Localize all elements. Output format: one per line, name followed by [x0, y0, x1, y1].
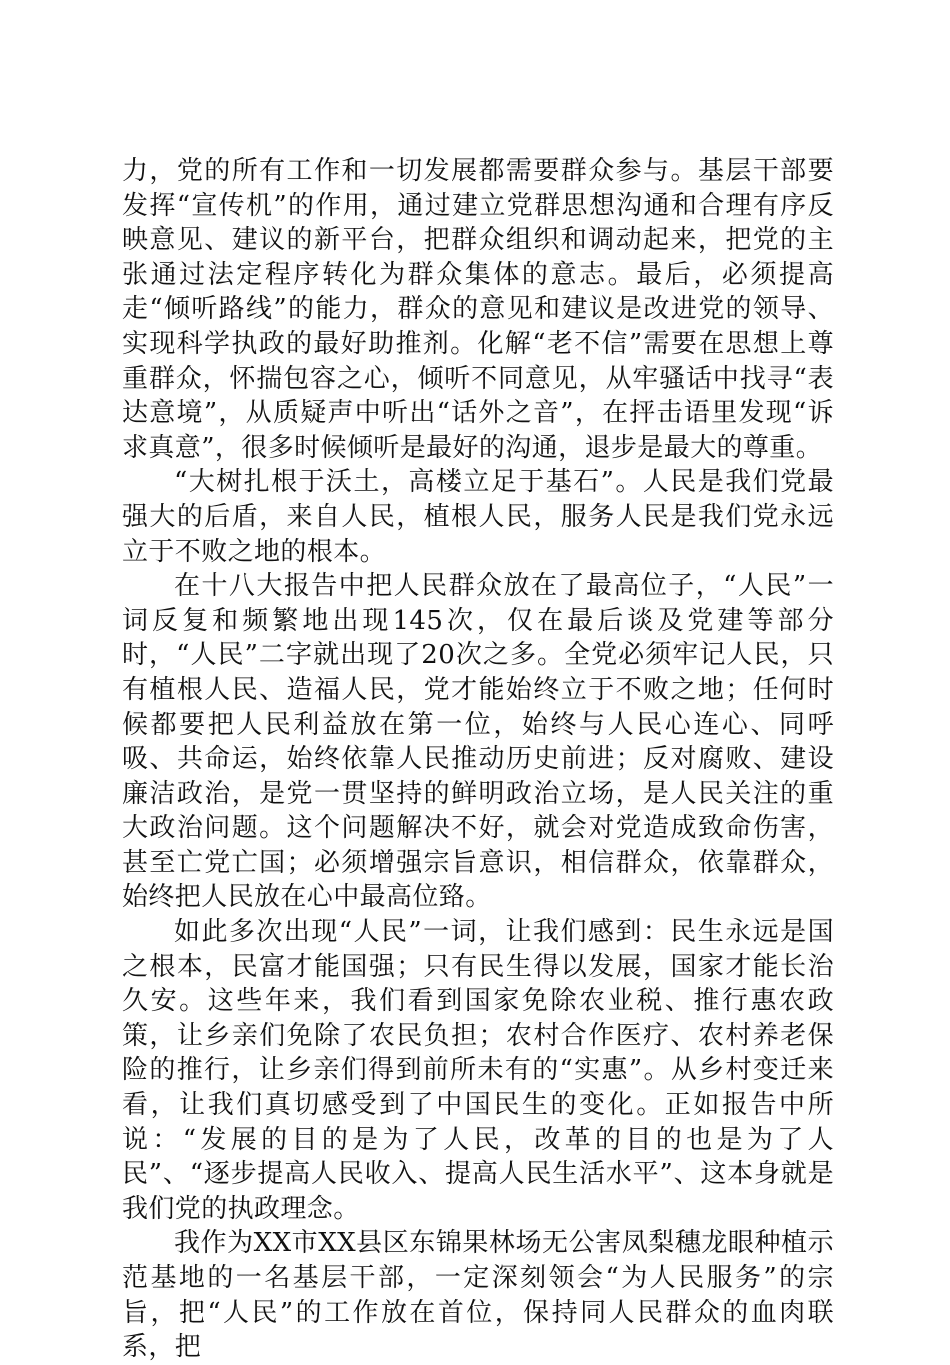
paragraph-grassroots-cadre: 我作为XX市XX县区东锦果林场无公害凤梨穗龙眼种植示范基地的一名基层干部，一定深刻领会“为人民服务”的宗旨，把“人民”的工作放在首位，保持同人民群众的血肉联系，把 [122, 1228, 834, 1363]
document-body [122, 154, 834, 1365]
paragraph-continued: 力，党的所有工作和一切发展都需要群众参与。基层干部要发挥“宣传机”的作用，通过建立党群思想沟通和合理有序反映意见、建议的新平台，把群众组织和调动起来，把党的主张通过法定程序转化为群众集体的意志。最后，必须提高走“倾听路线”的能力，群众的意见和建议是改进党的领导、实现科学执政的最好助推剂。化解“老不信”需要在思想上尊重群众，怀揣包容之心，倾听不同意见，从牢骚话中找寻“表达意境”，从质疑声中听出“话外之音”，在抨击语里发现“诉求真意”，很多时候倾听是最好的沟通，退步是最大的尊重。 [122, 156, 834, 463]
paragraph-livelihood: 如此多次出现“人民”一词，让我们感到：民生永远是国之根本，民富才能国强；只有民生得以发展，国家才能长治久安。这些年来，我们看到国家免除农业税、推行惠农政策，让乡亲们免除了农民负担；农村合作医疗、农村养老保险的推行，让乡亲们得到前所未有的“实惠”。从乡村变迁来看，让我们真切感受到了中国民生的变化。正如报告中所说：“发展的目的是为了人民，改革的目的也是为了人民”、“逐步提高人民收入、提高人民生活水平”、这本身就是我们党的执政理念。 [122, 917, 834, 1224]
paragraph-big-tree: “大树扎根于沃土，高楼立足于基石”。人民是我们党最强大的后盾，来自人民，植根人民，服务人民是我们党永远立于不败之地的根本。 [122, 467, 834, 567]
paragraph-eighteenth-congress: 在十八大报告中把人民群众放在了最高位子，“人民”一词反复和频繁地出现145次，仅在最后谈及党建等部分时，“人民”二字就出现了20次之多。全党必须牢记人民，只有植根人民、造福人民，党才能始终立于不败之地；任何时候都要把人民利益放在第一位，始终与人民心连心、同呼吸、共命运，始终依靠人民推动历史前进；反对腐败、建设廉洁政治，是党一贯坚持的鲜明政治立场，是人民关注的重大政治问题。这个问题解决不好，就会对党造成致命伤害，甚至亡党亡国；必须增强宗旨意识，相信群众，依靠群众，始终把人民放在心中最高位臵。 [122, 571, 834, 913]
